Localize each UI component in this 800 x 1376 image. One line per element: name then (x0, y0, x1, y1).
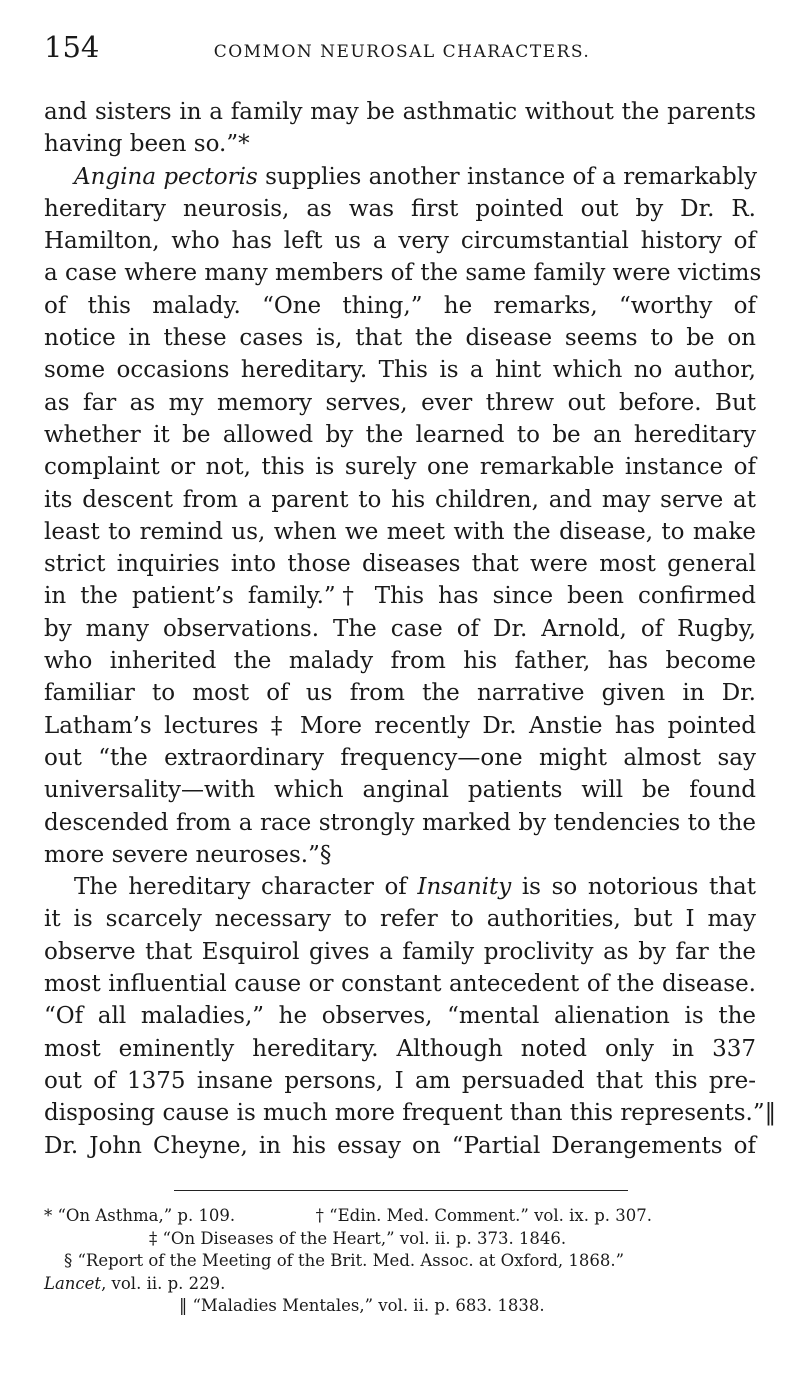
lancet-rest: , vol. ii. p. 229. (101, 1273, 226, 1293)
text-line: of this malady. “One thing,” he remarks, “worthy of (44, 292, 756, 319)
body-text (44, 96, 777, 1162)
text-line: “Of all maladies,” he observes, “mental alienation is the (44, 1003, 756, 1030)
text-line: it is scarcely necessary to refer to authorities, but I may (44, 906, 756, 933)
page-number: 154 (44, 30, 100, 64)
text-line (44, 161, 756, 193)
text-line: familiar to most of us from the narrative given in Dr. (44, 680, 756, 707)
text-line: who inherited the malady from his father, has become (44, 648, 756, 675)
footnote-heart: ‡ “On Diseases of the Heart,” vol. ii. p. 373. 1846. (149, 1228, 567, 1248)
text-line: a case where many members of the same family were victims (44, 260, 762, 287)
footnote-maladies: ‖ “Maladies Mentales,” vol. ii. p. 683. 1838. (179, 1296, 545, 1315)
text-line: observe that Esquirol gives a family proclivity as by far the (44, 938, 756, 965)
footnote-asthma: * “On Asthma,” p. 109. (44, 1206, 236, 1225)
text-line: some occasions hereditary. This is a hint which no author, (44, 357, 756, 384)
text-line: out of 1375 insane persons, I am persuaded that this pre- (44, 1067, 756, 1094)
line-rest: supplies another instance of a remarkably (257, 163, 758, 190)
page-header (44, 30, 760, 74)
text-line: whether it be allowed by the learned to be an hereditary (44, 421, 756, 448)
text-line: in the patient’s family.”† This has since been confirmed (44, 583, 756, 610)
footnote-report: § “Report of the Meeting of the Brit. Med. Assoc. at Oxford, 1868.” (64, 1251, 625, 1270)
text-line: Hamilton, who has left us a very circumstantial history of (44, 228, 756, 255)
line-pre: The hereditary character of (74, 874, 418, 901)
text-line: universality—with which anginal patients will be found (44, 777, 756, 804)
text-line: descended from a race strongly marked by tendencies to the (44, 809, 756, 836)
text-line: more severe neuroses.”§ (44, 841, 332, 868)
text-line: disposing cause is much more frequent than this represents.”‖ (44, 1100, 777, 1127)
italic-term: Insanity (417, 874, 512, 901)
text-line: complaint or not, this is surely one remarkable instance of (44, 454, 756, 481)
text-line: as far as my memory serves, ever threw out before. But (44, 389, 756, 416)
footnote-row (44, 1205, 762, 1228)
text-line: having been so.”* (44, 131, 250, 158)
running-title: COMMON NEUROSAL CHARACTERS. (213, 42, 591, 62)
text-line: most eminently hereditary. Although noted only in 337 (44, 1035, 756, 1062)
text-line: notice in these cases is, that the disease seems to be on (44, 325, 756, 352)
text-line: its descent from a parent to his children, and may serve at (44, 486, 756, 513)
footnotes (44, 1205, 762, 1318)
footnote-edin: † “Edin. Med. Comment.” vol. ix. p. 307. (315, 1206, 652, 1225)
text-line: Latham’s lectures ‡ More recently Dr. Anstie has pointed (44, 712, 756, 739)
line-post: is so notorious that (511, 874, 756, 901)
text-line: strict inquiries into those diseases that were most general (44, 551, 756, 578)
text-line: most influential cause or constant antecedent of the disease. (44, 971, 756, 998)
text-line: out “the extraordinary frequency—one might almost say (44, 744, 756, 771)
footnote-rule (174, 1190, 628, 1191)
text-line: Dr. John Cheyne, in his essay on “Partial Derangements of (44, 1132, 756, 1159)
text-line: hereditary neurosis, as was first pointed out by Dr. R. (44, 195, 756, 222)
footnote-lancet (44, 1273, 762, 1296)
italic-term: Angina pectoris (74, 163, 258, 190)
text-line: and sisters in a family may be asthmatic without the parents (44, 99, 756, 125)
lancet-title: Lancet (44, 1273, 102, 1293)
text-line: least to remind us, when we meet with the disease, to make (44, 518, 756, 545)
text-line (44, 871, 756, 903)
text-line: by many observations. The case of Dr. Arnold, of Rugby, (44, 615, 756, 642)
